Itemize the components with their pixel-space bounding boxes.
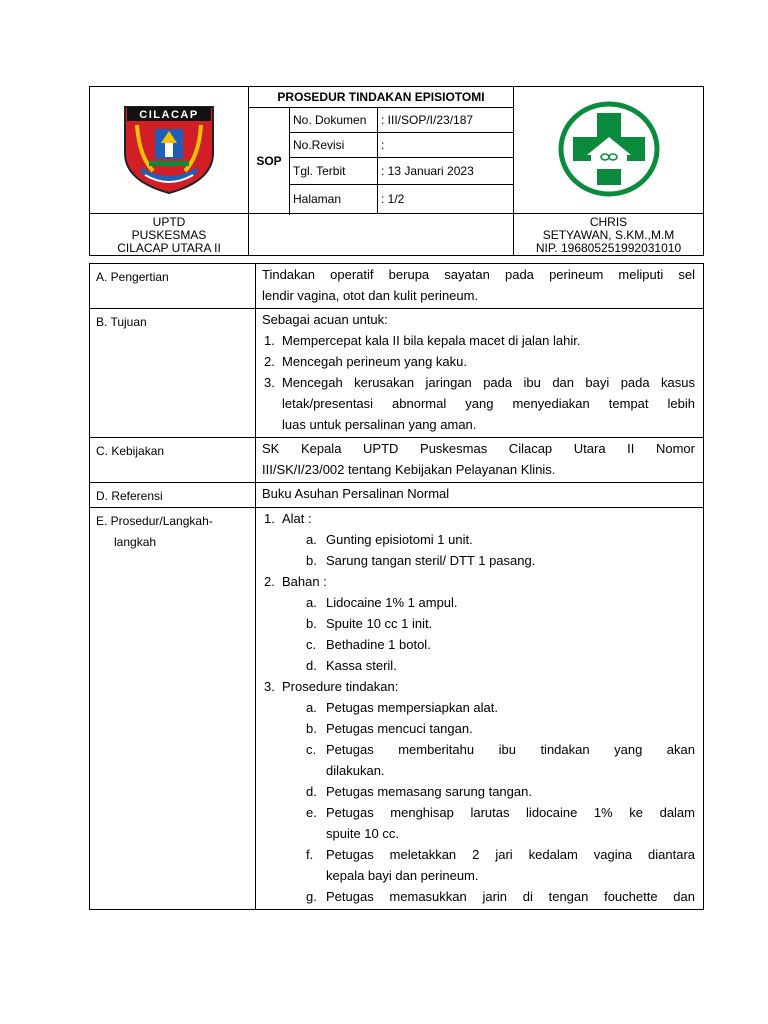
sub-list-item: a. Petugas mempersiapkan alat. (306, 700, 498, 715)
revision-value: : (378, 133, 514, 158)
list-item: 2. Mencegah perineum yang kaku. (264, 354, 468, 369)
section-label: C. Kebijakan (90, 438, 256, 483)
sub-list-item: d. Kassa steril. (306, 658, 397, 673)
revision-label: No.Revisi (290, 133, 378, 158)
sop-body-table (89, 263, 704, 910)
list-item: 1. Mempercepat kala II bila kepala macet di jalan lahir. (264, 333, 581, 348)
text-line: lendir vagina, otot dan kulit perineum. (262, 288, 479, 303)
section-label: E. Prosedur/Langkah- langkah (90, 508, 256, 910)
logo-lettering: CILACAP (139, 108, 199, 121)
org-line: UPTD (152, 215, 186, 229)
sub-list-item: c. Bethadine 1 botol. (306, 637, 431, 652)
signer-block (514, 214, 704, 256)
text-line: SK Kepala UPTD Puskesmas Cilacap Utara II Nomor (262, 441, 695, 456)
signer-line: SETYAWAN, S.KM.,M.M (542, 228, 675, 242)
section-content-prosedur (256, 508, 704, 910)
organization-name (90, 214, 249, 256)
org-line: PUSKESMAS (131, 228, 207, 242)
page-value: : 1/2 (381, 192, 405, 206)
issue-date-value: : 13 Januari 2023 (378, 158, 514, 185)
purpose-list (262, 330, 695, 435)
sub-list-item: e. Petugas menghisap larutas lidocaine 1% ke dalam spuite 10 cc. (306, 805, 695, 841)
sub-list-item: b. Spuite 10 cc 1 init. (306, 616, 433, 631)
sub-list (262, 529, 695, 571)
doc-meta-cell (290, 108, 514, 214)
section-label: D. Referensi (90, 483, 256, 508)
procedure-list (262, 508, 695, 907)
sub-list (262, 592, 695, 676)
sub-list-item: b. Petugas mencuci tangan. (306, 721, 473, 736)
list-item: 2. Bahan : a. Lidocaine 1% 1 ampul. b. Spuite 10 cc 1 init. c. Bethadine 1 botol. d. Kassa steril. (262, 571, 695, 676)
sop-header-table (89, 86, 704, 256)
doc-number-label: No. Dokumen (290, 108, 378, 133)
text-line: Tindakan operatif berupa sayatan pada perineum meliputi sel (262, 267, 695, 282)
section-content-pengertian (256, 264, 704, 309)
puskesmas-logo-icon (557, 99, 661, 199)
section-content-tujuan (256, 309, 704, 438)
sub-list-item: g. Petugas memasukkan jarin di tengan fouchette dan (306, 889, 695, 904)
sub-list-item: f. Petugas meletakkan 2 jari kedalam vagina diantara kepala bayi dan perineum. (306, 847, 695, 883)
cilacap-regency-emblem-icon (119, 101, 219, 197)
doc-number-value: : III/SOP/I/23/187 (378, 108, 514, 133)
issue-date-label: Tgl. Terbit (290, 158, 378, 185)
page-label: Halaman (290, 185, 378, 214)
sop-label: SOP (249, 108, 290, 214)
sub-list-item: b. Sarung tangan steril/ DTT 1 pasang. (306, 553, 536, 568)
section-label: B. Tujuan (90, 309, 256, 438)
list-item: 3. Mencegah kerusakan jaringan pada ibu dan bayi pada kasus letak/presentasi abnormal yang menyediakan tempat lebih luas untuk persalinan yang aman. (264, 375, 695, 432)
signer-line: CHRIS (589, 215, 628, 229)
signer-nip: NIP. 196805251992031010 (535, 241, 682, 255)
puskesmas-logo-cell (514, 87, 704, 214)
section-label: A. Pengertian (90, 264, 256, 309)
list-item: 3. Prosedure tindakan: a. Petugas mempersiapkan alat. b. Petugas mencuci tangan. c. Petugas memberitahu ibu tindakan yang akan dilakukan. d. Petugas memasang sarung tangan. e. Petugas menghisap larutas lidocaine 1% ke dalam spuite 10 cc. f. Petugas meletakkan 2 jari kedalam vagina diantara kepala bayi dan perineum. g. Petugas memasukkan jarin di tengan fouchette dan (262, 676, 695, 907)
intro-text: Sebagai acuan untuk: (262, 312, 388, 327)
cilacap-logo-cell (90, 87, 249, 214)
section-content-kebijakan (256, 438, 704, 483)
list-item: 1. Alat : a. Gunting episiotomi 1 unit. b. Sarung tangan steril/ DTT 1 pasang. (262, 508, 695, 571)
sub-list (262, 697, 695, 907)
sub-list-item: c. Petugas memberitahu ibu tindakan yang akan dilakukan. (306, 742, 695, 778)
sub-list-item: d. Petugas memasang sarung tangan. (306, 784, 532, 799)
org-line: CILACAP UTARA II (117, 241, 221, 255)
sub-list-item: a. Gunting episiotomi 1 unit. (306, 532, 473, 547)
sop-title: PROSEDUR TINDAKAN EPISIOTOMI (249, 87, 514, 108)
section-content-referensi: Buku Asuhan Persalinan Normal (256, 483, 704, 508)
blank-cell (249, 214, 514, 256)
sub-list-item: a. Lidocaine 1% 1 ampul. (306, 595, 458, 610)
text-line: III/SK/I/23/002 tentang Kebijakan Pelayanan Klinis. (262, 462, 556, 477)
